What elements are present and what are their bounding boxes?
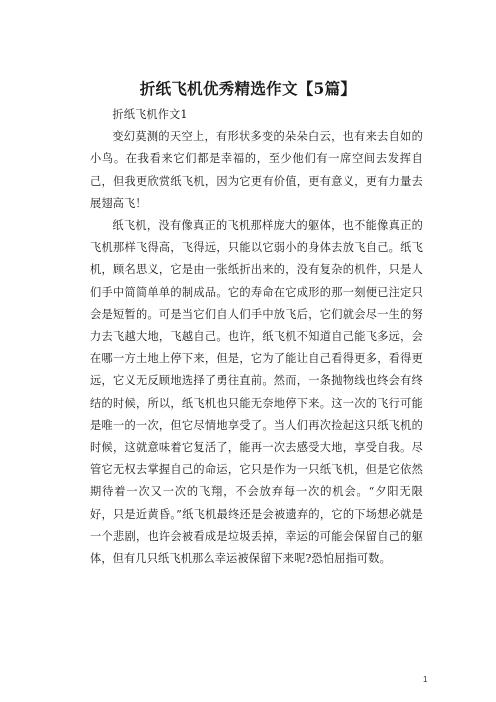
document-body <box>90 104 423 570</box>
document-title: 折纸飞机优秀精选作文【5篇】 <box>139 79 357 98</box>
page-number: 1 <box>423 675 428 684</box>
paragraph-2: 纸飞机，没有像真正的飞机那样庞大的躯体，也不能像真正的飞机那样飞得高，飞得远，只能以它弱小的身体去放飞自己。纸飞机，顾名思义，它是由一张纸折出来的，没有复杂的机件，只是人们手中简简单单的制成品。它的寿命在它成形的那一刻便已注定只会是短暂的。可是当它们自人们手中放飞后，它们就会尽一生的努力去飞越大地，飞越自己。也许，纸飞机不知道自己能飞多远，会在哪一方土地上停下来，但是，它为了能让自己看得更多，看得更远，它义无反顾地选择了勇往直前。然而，一条抛物线也终会有终结的时候，所以，纸飞机也只能无奈地停下来。这一次的飞行可能是唯一的一次，但它尽情地享受了。当人们再次捡起这只纸飞机的时候，这就意味着它复活了，能再一次去感受大地，享受自我。尽管它无权去掌握自己的命运，它只是作为一只纸飞机，但是它依然期待着一次又一次的飞翔，不会放弃每一次的机会。“夕阳无限好，只是近黄昏。”纸飞机最终还是会被遗弃的，它的下场想必就是一个悲剧，也许会被看成是垃圾丢掉，幸运的可能会保留自己的躯体，但有几只纸飞机那么幸运被保留下来呢?恐怕屈指可数。 <box>90 219 423 566</box>
essay-subtitle: 折纸飞机作文1 <box>112 108 188 121</box>
paragraph-1: 变幻莫测的天空上，有形状多变的朵朵白云，也有来去自如的小鸟。在我看来它们都是幸福的，至少他们有一席空间去发挥自己，但我更欣赏纸飞机，因为它更有价值，更有意义，更有力量去展翅高飞！ <box>90 130 423 210</box>
